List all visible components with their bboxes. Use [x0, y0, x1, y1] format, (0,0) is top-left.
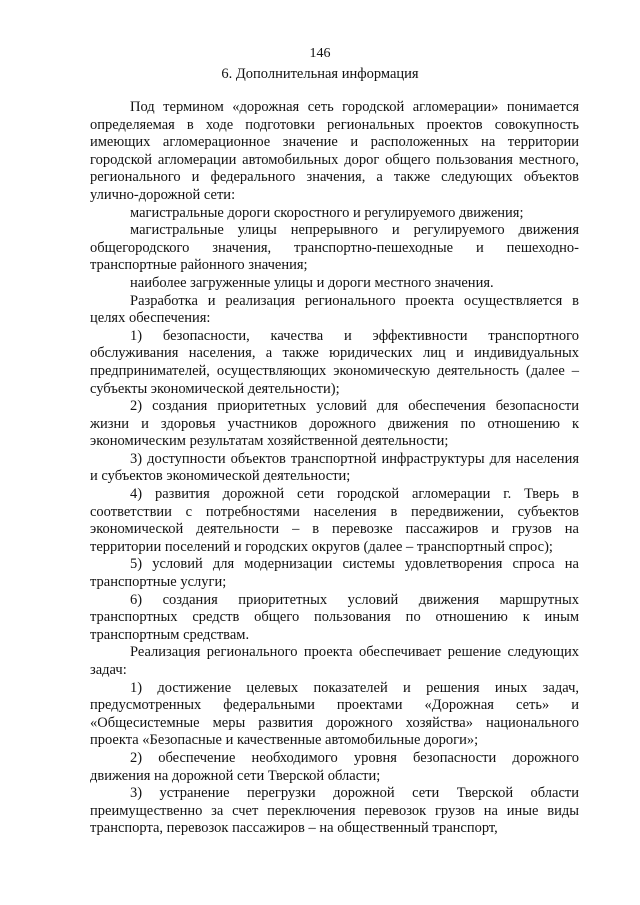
section-heading: 6. Дополнительная информация: [221, 66, 419, 82]
document-body: [90, 99, 579, 838]
paragraph: 5) условий для модернизации системы удовлетворения спроса на транспортные услуги;: [90, 556, 579, 591]
paragraph: 2) обеспечение необходимого уровня безопасности дорожного движения на дорожной сети Тверской области;: [90, 749, 579, 784]
paragraph: 3) устранение перегрузки дорожной сети Тверской области преимущественно за счет переключения перевозок грузов на иные виды транспорта, перевозок пассажиров – на общественный транспорт,: [90, 785, 579, 837]
paragraph: Под термином «дорожная сеть городской агломерации» понимается определяемая в ходе подготовки региональных проектов совокупность имеющих агломерационное значение и расположенных на территории городской агломерации автомобильных дорог общего пользования местного, регионального и федерального значения, а также следующих объектов улично-дорожной сети:: [90, 99, 579, 203]
paragraph: 3) доступности объектов транспортной инфраструктуры для населения и субъектов экономической деятельности;: [90, 450, 579, 485]
paragraph: 1) достижение целевых показателей и решения иных задач, предусмотренных федеральными проектами «Дорожная сеть» и «Общесистемные меры развития дорожного хозяйства» национального проекта «Безопасные и качественные автомобильные дороги»;: [90, 679, 579, 749]
paragraph: Разработка и реализация регионального проекта осуществляется в целях обеспечения:: [90, 292, 579, 327]
paragraph: 1) безопасности, качества и эффективности транспортного обслуживания населения, а также юридических лиц и индивидуальных предпринимателей, осуществляющих экономическую деятельность (далее – субъекты экономической деятельности);: [90, 327, 579, 397]
paragraph: магистральные дороги скоростного и регулируемого движения;: [130, 204, 524, 221]
paragraph: Реализация регионального проекта обеспечивает решение следующих задач:: [90, 644, 579, 678]
paragraph: магистральные улицы непрерывного и регулируемого движения общегородского значения, транспортно-пешеходные и пешеходно-транспортные районного значения;: [90, 222, 579, 274]
paragraph: 4) развития дорожной сети городской агломерации г. Тверь в соответствии с потребностями населения в передвижении, субъектов экономической деятельности – в перевозке пассажиров и грузов на территории поселений и городских округов (далее – транспортный спрос);: [90, 486, 579, 555]
paragraph: 6) создания приоритетных условий движения маршрутных транспортных средств общего пользования по отношению к иным транспортным средствам.: [90, 591, 579, 643]
paragraph: 2) создания приоритетных условий для обеспечения безопасности жизни и здоровья участников дорожного движения по отношению к экономическим результатам хозяйственной деятельности;: [90, 398, 579, 450]
page-number: 146: [309, 46, 331, 61]
paragraph: наиболее загруженные улицы и дороги местного значения.: [130, 274, 494, 291]
